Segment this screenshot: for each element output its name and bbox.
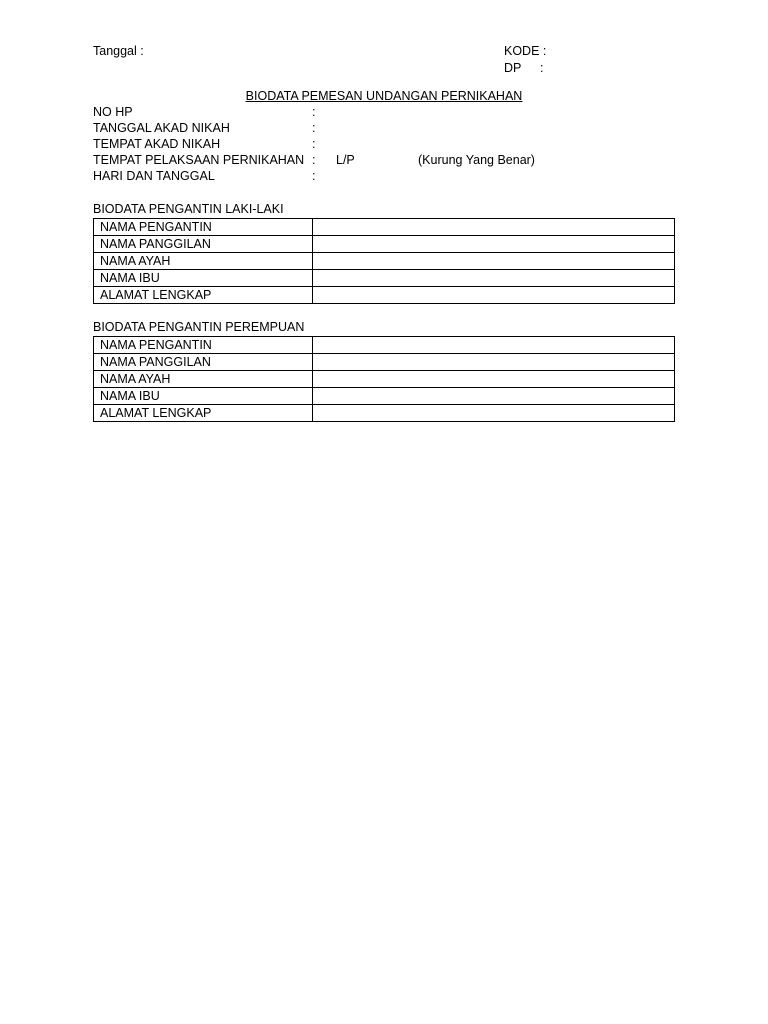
table-value-cell[interactable] bbox=[313, 388, 675, 405]
info-colon: : bbox=[312, 169, 316, 183]
table-value-cell[interactable] bbox=[313, 405, 675, 422]
dp-row bbox=[504, 60, 543, 76]
table-value-cell[interactable] bbox=[313, 236, 675, 253]
info-label: TEMPAT PELAKSAAN PERNIKAHAN bbox=[93, 153, 305, 167]
table-value-cell[interactable] bbox=[313, 219, 675, 236]
info-row-tempat-akad bbox=[93, 136, 418, 152]
info-label: NO HP bbox=[93, 105, 133, 119]
table-label: NAMA IBU bbox=[94, 388, 313, 405]
dp-label: DP bbox=[504, 61, 522, 75]
kode-label: KODE : bbox=[504, 44, 547, 58]
table-value-cell[interactable] bbox=[313, 337, 675, 354]
info-label: TANGGAL AKAD NIKAH bbox=[93, 121, 230, 135]
dp-colon: : bbox=[540, 61, 544, 75]
info-note: (Kurung Yang Benar) bbox=[418, 153, 535, 167]
table-label: ALAMAT LENGKAP bbox=[94, 287, 313, 304]
document-title-text: BIODATA PEMESAN UNDANGAN PERNIKAHAN bbox=[245, 89, 523, 103]
info-row-tanggal-akad bbox=[93, 120, 418, 136]
document-title bbox=[0, 88, 768, 104]
table-label: NAMA PANGGILAN bbox=[94, 354, 313, 371]
table-label: NAMA AYAH bbox=[94, 371, 313, 388]
table-value-cell[interactable] bbox=[313, 270, 675, 287]
table-row bbox=[94, 354, 675, 371]
groom-table bbox=[93, 218, 675, 304]
table-label: NAMA PANGGILAN bbox=[94, 236, 313, 253]
table-value-cell[interactable] bbox=[313, 371, 675, 388]
table-row bbox=[94, 219, 675, 236]
info-colon: : bbox=[312, 153, 316, 167]
table-row bbox=[94, 337, 675, 354]
table-row bbox=[94, 405, 675, 422]
info-row-tempat-pelaksaan bbox=[93, 152, 535, 168]
info-value: L/P bbox=[336, 153, 355, 167]
table-value-cell[interactable] bbox=[313, 287, 675, 304]
table-label: NAMA AYAH bbox=[94, 253, 313, 270]
table-label: NAMA PENGANTIN bbox=[94, 337, 313, 354]
table-value-cell[interactable] bbox=[313, 253, 675, 270]
info-colon: : bbox=[312, 105, 316, 119]
table-row bbox=[94, 371, 675, 388]
groom-section-title: BIODATA PENGANTIN LAKI-LAKI bbox=[93, 202, 284, 216]
info-label: HARI DAN TANGGAL bbox=[93, 169, 215, 183]
table-label: ALAMAT LENGKAP bbox=[94, 405, 313, 422]
bride-section-title: BIODATA PENGANTIN PEREMPUAN bbox=[93, 320, 305, 334]
kode-row bbox=[504, 43, 546, 59]
table-row bbox=[94, 287, 675, 304]
table-row bbox=[94, 253, 675, 270]
info-colon: : bbox=[312, 137, 316, 151]
table-label: NAMA IBU bbox=[94, 270, 313, 287]
info-row-no-hp bbox=[93, 104, 418, 120]
table-label: NAMA PENGANTIN bbox=[94, 219, 313, 236]
table-row bbox=[94, 388, 675, 405]
table-row bbox=[94, 236, 675, 253]
bride-table bbox=[93, 336, 675, 422]
table-value-cell[interactable] bbox=[313, 354, 675, 371]
tanggal-label: Tanggal : bbox=[93, 44, 144, 58]
info-label: TEMPAT AKAD NIKAH bbox=[93, 137, 221, 151]
info-colon: : bbox=[312, 121, 316, 135]
info-row-hari-tanggal bbox=[93, 168, 418, 184]
table-row bbox=[94, 270, 675, 287]
